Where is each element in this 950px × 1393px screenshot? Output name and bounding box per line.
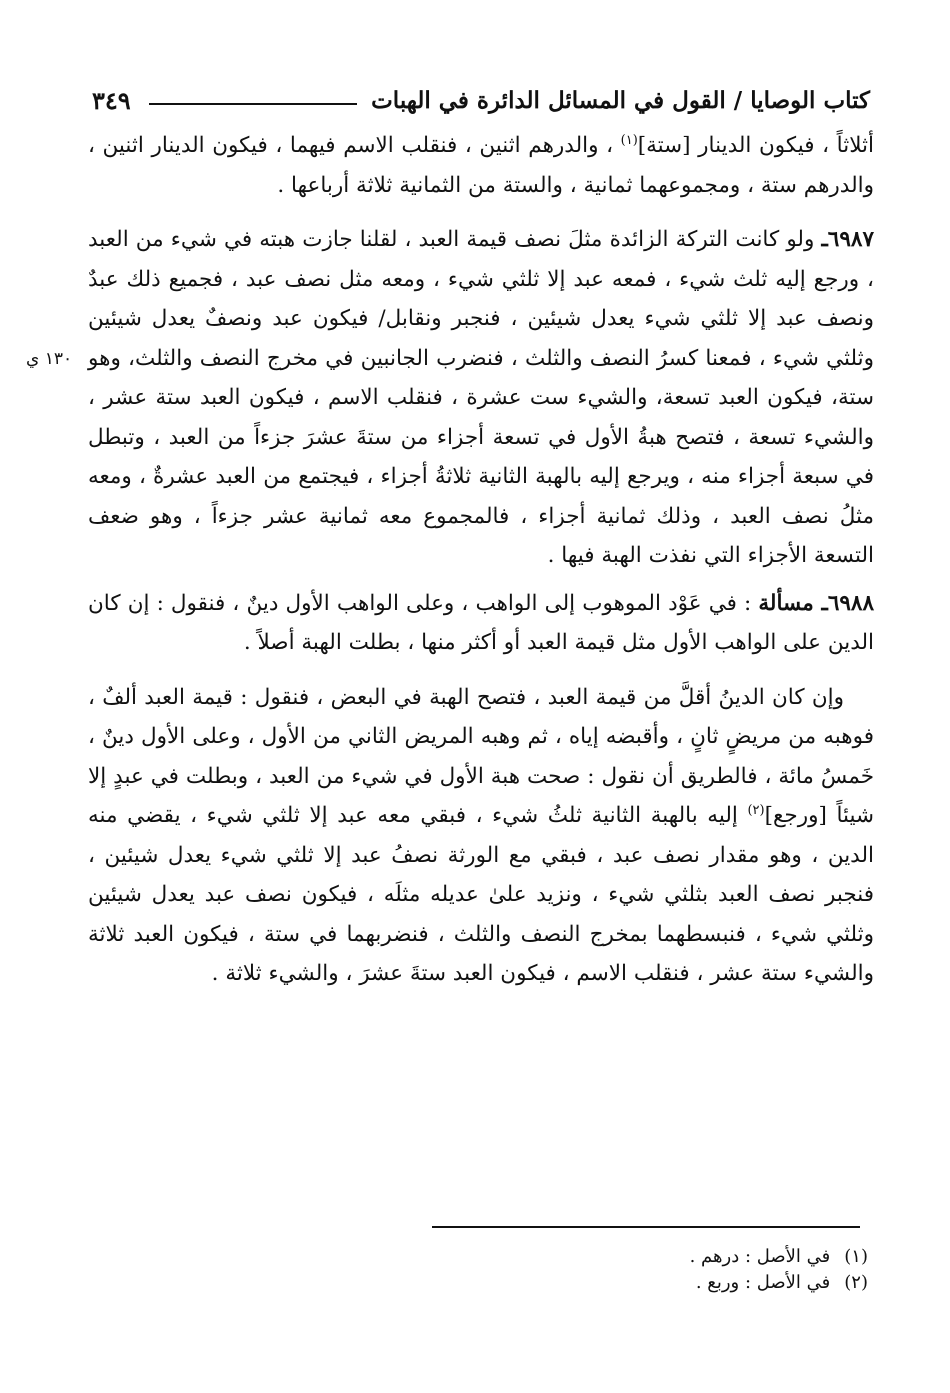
- paragraph-text: : في عَوْد الموهوب إلى الواهب ، وعلى الواهب الأول دينٌ ، فنقول : إن كان الدين على الواهب الأول مثل قيمة العبد أو أكثر منها ، بطلت الهبة أصلاً .: [88, 590, 874, 655]
- footnote-text: في الأصل : وربع .: [695, 1272, 831, 1293]
- running-title: كتاب الوصايا / القول في المسائل الدائرة في الهبات: [371, 86, 870, 114]
- paragraph-text: إليه بالهبة الثانية ثلثُ شيء ، فبقي معه عبد إلا ثلثي شيء ، يقضي منه الدين ، وهو مقدار نصف عبد ، فبقي مع الورثة نصفُ عبد إلا ثلثي شيء يعدل شيئين ، فنجبر نصف العبد بثلثي شيء ، ونزيد علىٰ عديله مثلَه ، فيكون نصف عبد يعدل شيئين وثلثي شيء ، فنبسطهما بمخرج النصف والثلث ، فنضربهما في ستة ، فيكون العبد ثلاثة والشيء ستة عشر ، فنقلب الاسم ، فيكون العبد ستةَ عشرَ ، والشيء ثلاثة .: [88, 803, 874, 986]
- footnote-reference: (١): [620, 132, 638, 148]
- paragraph-number: ٦٩٨٨ـ: [821, 590, 875, 616]
- paragraph-6988: [88, 584, 874, 663]
- footnote-separator: [432, 1226, 860, 1228]
- paragraph-continuation: [88, 126, 874, 205]
- footnote-reference: (٢): [747, 802, 765, 818]
- main-text: [88, 126, 874, 994]
- paragraph-debt-case: [88, 678, 874, 994]
- rubric-masala: مسألة: [758, 590, 822, 616]
- paragraph-number: ٦٩٨٧ـ: [821, 227, 874, 252]
- paragraph-text: ، والدرهم اثنين ، فنقلب الاسم فيهما ، فيكون الدينار اثنين ، والدرهم ستة ، ومجموعهما ثمانية ، والستة من الثمانية ثلاثة أرباعها .: [88, 133, 874, 198]
- page-number: ٣٤٩: [92, 85, 131, 115]
- paragraph-6987: [88, 220, 874, 576]
- paragraph-text: ولو كانت التركة الزائدة مثلَ نصف قيمة العبد ، لقلنا جازت هبته في شيء من العبد ، ورجع إليه ثلث شيء ، فمعه عبد إلا ثلثي شيء ، ومعه مثل نصف عبد ، فجميع ذلك عبدٌ ونصف عبد إلا ثلثي شيء يعدل شيئين ، فنجبر ونقابل/ فيكون عبد ونصفٌ يعدل شيئين وثلثي شيء ، فمعنا كسرُ النصف والثلث ، فنضرب الجانبين في مخرج النصف والثلث، وهو ستة، فيكون العبد تسعة، والشيء ست عشرة ، فنقلب الاسم ، فيكون العبد ستة عشر ، والشيء تسعة ، فتصح هبةُ الأول في تسعة أجزاء من ستةَ عشرَ جزءاً من العبد ، وتبطل في سبعة أجزاء منه ، ويرجع إليه بالهبة الثانية ثلاثةُ أجزاء ، فيجتمع من العبد عشرةٌ ، ومعه مثلُ نصف العبد ، وذلك ثمانية أجزاء ، فالمجموع معه ثمانية عشر جزءاً ، وهو ضعف التسعة الأجزاء التي نفذت الهبة فيها .: [88, 227, 874, 568]
- footnote-2: [300, 1270, 868, 1296]
- footnote-text: في الأصل : درهم .: [689, 1246, 831, 1267]
- margin-manuscript-reference: ١٣٠ ي: [26, 349, 73, 369]
- footnote-marker: (١): [844, 1246, 868, 1267]
- running-header: [92, 78, 870, 122]
- paragraph-text: وإن كان الدينُ أقلَّ من قيمة العبد ، فتصح الهبة في البعض ، فنقول : قيمة العبد ألفٌ ، فوهبه من مريضٍ ثانٍ ، وأقبضه إياه ، ثم وهبه المريض الثاني من الأول ، وعلى الأول دينٌ ، خَمسُ مائة ، فالطريق أن نقول : صحت هبة الأول في شيء من العبد ، وبطلت في عبدٍ إلا شيئاً [ورجع]: [88, 684, 874, 828]
- footnotes: [300, 1244, 868, 1296]
- footnote-1: [300, 1244, 868, 1270]
- header-rule: [149, 103, 357, 105]
- paragraph-text: أثلاثاً ، فيكون الدينار [ستة]: [637, 133, 874, 158]
- footnote-marker: (٢): [844, 1272, 868, 1293]
